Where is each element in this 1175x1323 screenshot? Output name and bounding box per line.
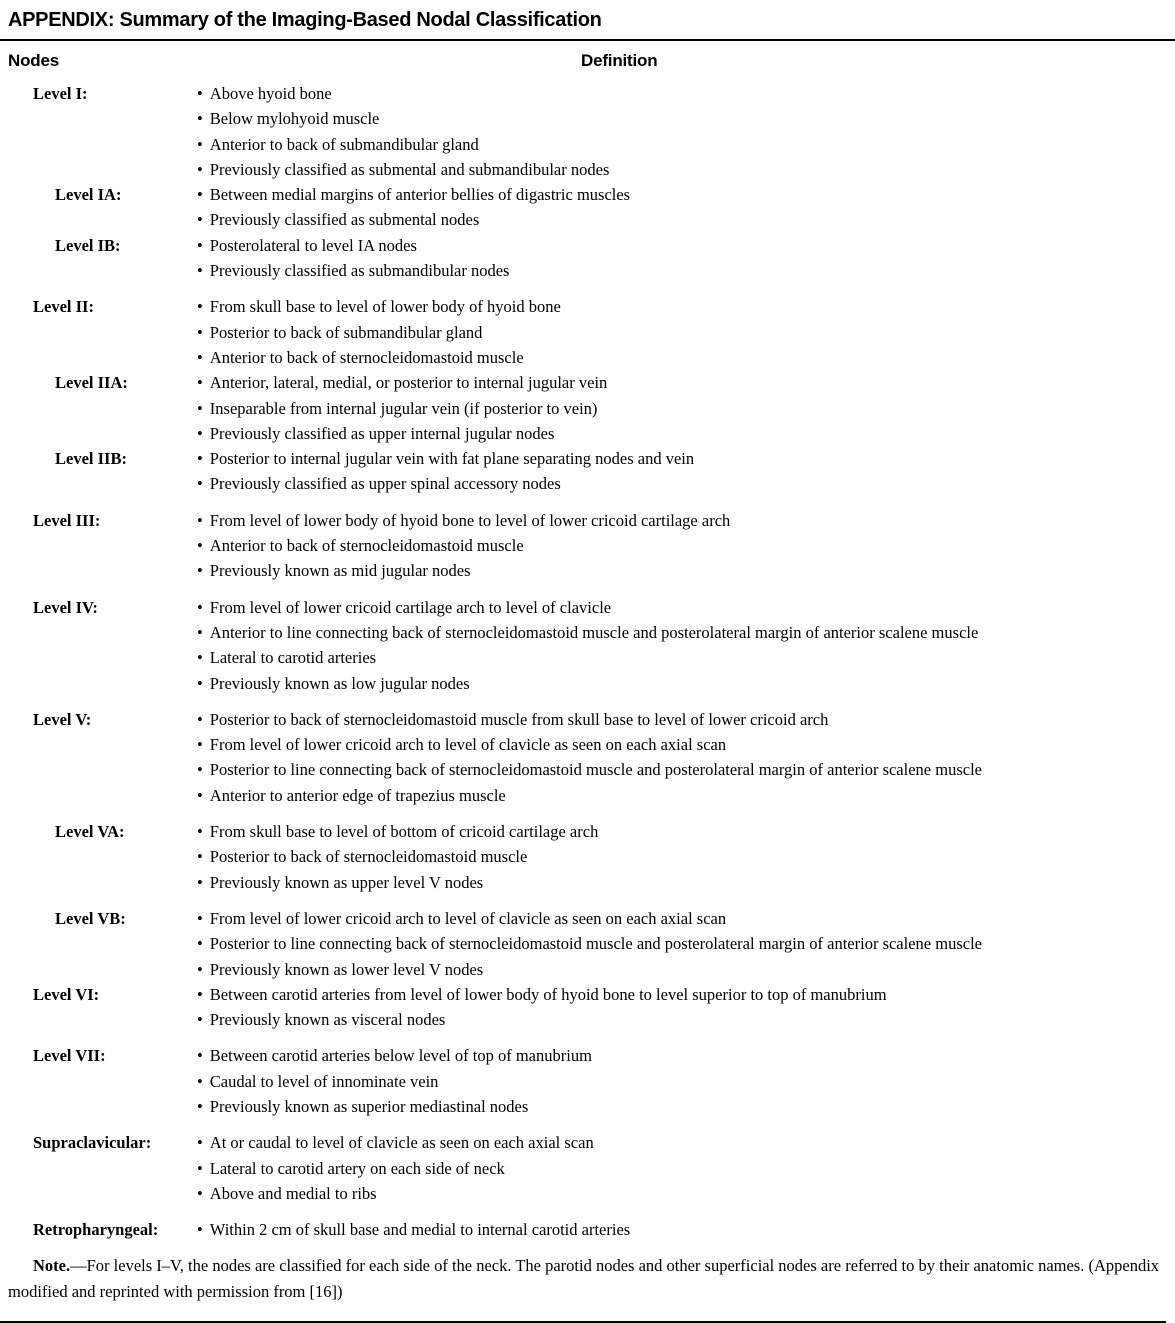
bullet-icon: • [197, 648, 203, 668]
definition-bullet [197, 1007, 1159, 1032]
definition-text: Below mylohyoid muscle [209, 109, 380, 129]
definition-text: Anterior to back of sternocleidomastoid muscle [209, 536, 524, 556]
definition-bullet [197, 707, 1159, 732]
column-header-nodes: Nodes [8, 51, 59, 70]
definition-text: From level of lower cricoid arch to level of clavicle as seen on each axial scan [209, 735, 727, 755]
bullet-icon: • [197, 185, 203, 205]
bullet-icon: • [197, 1158, 203, 1178]
bullet-icon: • [197, 959, 203, 979]
definition-bullet [197, 233, 1159, 258]
definition-text: Anterior to back of sternocleidomastoid muscle [209, 347, 524, 367]
table-row [0, 1217, 1175, 1242]
definition-text: Previously classified as submental and submandibular nodes [209, 159, 610, 179]
definition-bullet [197, 558, 1159, 583]
definition-bullet [197, 345, 1159, 370]
definition-text: Previously classified as upper spinal accessory nodes [209, 474, 561, 494]
bullet-icon: • [197, 847, 203, 867]
definition-cell [197, 982, 1159, 1033]
column-header-definition: Definition [581, 51, 658, 70]
definition-text: Between medial margins of anterior bellies of digastric muscles [209, 185, 631, 205]
node-level-label: Retropharyngeal: [33, 1220, 159, 1240]
column-headers [0, 47, 1175, 77]
definition-bullet [197, 132, 1159, 157]
node-level-label: Level II: [33, 297, 94, 317]
table-row [0, 81, 1175, 182]
bullet-icon: • [197, 934, 203, 954]
table-row [0, 182, 1175, 233]
definition-text: Previously classified as submental nodes [209, 210, 480, 230]
node-level-label: Level IIA: [55, 373, 128, 393]
bullet-icon: • [197, 84, 203, 103]
node-level-label: Level IA: [55, 185, 122, 205]
definition-bullet [197, 732, 1159, 757]
definition-bullet [197, 294, 1159, 319]
definition-bullet [197, 370, 1159, 395]
bullet-icon: • [197, 449, 203, 469]
definition-cell [197, 370, 1159, 446]
node-level-label: Level IB: [55, 235, 121, 255]
definition-bullet [197, 446, 1159, 471]
node-level-label: Level IV: [33, 597, 98, 617]
bullet-icon: • [197, 474, 203, 494]
definition-text: Posterior to internal jugular vein with fat plane separating nodes and vein [209, 449, 695, 469]
table-row [0, 982, 1175, 1033]
definition-cell [197, 595, 1159, 696]
definition-bullet [197, 620, 1159, 645]
definition-text: Posterior to back of sternocleidomastoid muscle from skull base to level of lower cricoid arch [209, 709, 829, 729]
definition-bullet [197, 757, 1159, 782]
definition-text: From skull base to level of bottom of cricoid cartilage arch [209, 822, 599, 842]
definition-bullet [197, 471, 1159, 496]
definition-bullet [197, 207, 1159, 232]
bullet-icon: • [197, 622, 203, 642]
node-level-label: Level VB: [55, 908, 126, 928]
table-row [0, 294, 1175, 370]
bullet-icon: • [197, 1220, 203, 1240]
definition-cell [197, 81, 1159, 182]
table-row [0, 1130, 1175, 1206]
table-row [0, 707, 1175, 808]
definition-text: Anterior, lateral, medial, or posterior to internal jugular vein [209, 373, 608, 393]
node-level-label: Level VII: [33, 1046, 106, 1066]
definition-text: Previously known as superior mediastinal nodes [209, 1096, 529, 1116]
table-row [0, 446, 1175, 497]
definition-cell [197, 508, 1159, 584]
definition-text: Posterior to back of sternocleidomastoid muscle [209, 847, 528, 867]
definition-text: Caudal to level of innominate vein [209, 1071, 439, 1091]
definition-bullet [197, 81, 1159, 106]
definition-bullet [197, 258, 1159, 283]
bullet-icon: • [197, 322, 203, 342]
definition-bullet [197, 783, 1159, 808]
node-level-label: Level VA: [55, 822, 125, 842]
definition-bullet [197, 645, 1159, 670]
bullet-icon: • [197, 134, 203, 154]
bullet-icon: • [197, 109, 203, 129]
definition-bullet [197, 1217, 1159, 1242]
bullet-icon: • [197, 398, 203, 418]
table-row [0, 370, 1175, 446]
table-row [0, 233, 1175, 284]
table-row [0, 819, 1175, 895]
definition-text: Within 2 cm of skull base and medial to internal carotid arteries [209, 1220, 631, 1240]
definition-bullet [197, 844, 1159, 869]
title-rule [0, 39, 1175, 41]
definition-bullet [197, 931, 1159, 956]
definition-text: Anterior to line connecting back of sternocleidomastoid muscle and posterolateral margin of anterior scalene muscle [209, 622, 979, 642]
bullet-icon: • [197, 159, 203, 179]
bullet-icon: • [197, 210, 203, 230]
bullet-icon: • [197, 510, 203, 530]
bullet-icon: • [197, 822, 203, 842]
definition-bullet [197, 1043, 1159, 1068]
bullet-icon: • [197, 536, 203, 556]
definition-text: Anterior to anterior edge of trapezius muscle [209, 785, 506, 805]
table-row [0, 906, 1175, 982]
node-level-label: Level V: [33, 709, 92, 729]
definition-bullet [197, 595, 1159, 620]
definition-bullet [197, 320, 1159, 345]
footnote-text: —For levels I–V, the nodes are classified for each side of the neck. The parotid nodes and other superficial nodes are referred to by their anatomic names. (Appendix modified and reprinted with permission from [16]) [8, 1256, 1160, 1301]
node-level-label: Supraclavicular: [33, 1133, 152, 1153]
definition-cell [197, 446, 1159, 497]
definition-text: Previously known as lower level V nodes [209, 959, 484, 979]
definition-bullet [197, 982, 1159, 1007]
definition-text: Posterior to back of submandibular gland [209, 322, 483, 342]
definition-text: Previously classified as upper internal jugular nodes [209, 423, 555, 443]
definition-cell [197, 294, 1159, 370]
bullet-icon: • [197, 1071, 203, 1091]
definition-text: Above and medial to ribs [209, 1183, 377, 1203]
bullet-icon: • [197, 347, 203, 367]
definition-text: Previously known as low jugular nodes [209, 673, 470, 693]
definition-bullet [197, 870, 1159, 895]
definition-bullet [197, 671, 1159, 696]
definition-text: Previously known as upper level V nodes [209, 872, 484, 892]
definition-bullet [197, 1156, 1159, 1181]
definition-bullet [197, 957, 1159, 982]
table-body [0, 81, 1175, 1242]
bullet-icon: • [197, 597, 203, 617]
definition-text: Posterior to line connecting back of sternocleidomastoid muscle and posterolateral margin of anterior scalene muscle [209, 934, 982, 954]
definition-bullet [197, 157, 1159, 182]
bullet-icon: • [197, 261, 203, 281]
definition-bullet [197, 182, 1159, 207]
definition-cell [197, 707, 1159, 808]
bullet-icon: • [197, 1096, 203, 1116]
definition-bullet [197, 819, 1159, 844]
definition-bullet [197, 106, 1159, 131]
bullet-icon: • [197, 1133, 203, 1153]
bullet-icon: • [197, 373, 203, 393]
definition-text: Lateral to carotid artery on each side of neck [209, 1158, 505, 1178]
bullet-icon: • [197, 561, 203, 581]
definition-text: From skull base to level of lower body of hyoid bone [209, 297, 561, 317]
bullet-icon: • [197, 423, 203, 443]
table-row [0, 595, 1175, 696]
definition-cell [197, 233, 1159, 284]
bullet-icon: • [197, 1010, 203, 1030]
footnote-label: Note. [33, 1256, 71, 1276]
definition-bullet [197, 421, 1159, 446]
table-row [0, 508, 1175, 584]
definition-bullet [197, 533, 1159, 558]
page-title: APPENDIX: Summary of the Imaging-Based Nodal Classification [8, 9, 602, 31]
definition-cell [197, 1130, 1159, 1206]
bullet-icon: • [197, 1183, 203, 1203]
table-row [0, 1043, 1175, 1119]
definition-bullet [197, 1181, 1159, 1206]
bullet-icon: • [197, 984, 203, 1004]
definition-text: Previously classified as submandibular nodes [209, 261, 510, 281]
definition-text: Posterolateral to level IA nodes [209, 235, 417, 255]
definition-text: Anterior to back of submandibular gland [209, 134, 479, 154]
definition-text: From level of lower cricoid arch to level of clavicle as seen on each axial scan [209, 908, 727, 928]
bullet-icon: • [197, 872, 203, 892]
bullet-icon: • [197, 760, 203, 780]
definition-text: Previously known as mid jugular nodes [209, 561, 471, 581]
definition-text: Posterior to line connecting back of sternocleidomastoid muscle and posterolateral margin of anterior scalene muscle [209, 760, 982, 780]
definition-text: Lateral to carotid arteries [209, 648, 377, 668]
node-level-label: Level VI: [33, 984, 100, 1004]
definition-text: Inseparable from internal jugular vein (if posterior to vein) [209, 398, 598, 418]
footnote [8, 1253, 1167, 1304]
definition-text: Previously known as visceral nodes [209, 1010, 446, 1030]
definition-text: From level of lower body of hyoid bone to level of lower cricoid cartilage arch [209, 510, 731, 530]
definition-cell [197, 819, 1159, 895]
definition-text: Above hyoid bone [209, 84, 332, 103]
definition-cell [197, 182, 1159, 233]
bullet-icon: • [197, 1046, 203, 1066]
definition-text: Between carotid arteries below level of top of manubrium [209, 1046, 592, 1066]
bullet-icon: • [197, 709, 203, 729]
node-level-label: Level IIB: [55, 449, 127, 469]
definition-bullet [197, 508, 1159, 533]
bullet-icon: • [197, 735, 203, 755]
bullet-icon: • [197, 297, 203, 317]
definition-bullet [197, 1094, 1159, 1119]
bullet-icon: • [197, 673, 203, 693]
definition-bullet [197, 1069, 1159, 1094]
bullet-icon: • [197, 235, 203, 255]
definition-text: At or caudal to level of clavicle as seen on each axial scan [209, 1133, 594, 1153]
definition-text: From level of lower cricoid cartilage arch to level of clavicle [209, 597, 612, 617]
definition-bullet [197, 396, 1159, 421]
definition-text: Between carotid arteries from level of lower body of hyoid bone to level superior to top of manubrium [209, 984, 887, 1004]
definition-cell [197, 906, 1159, 982]
node-level-label: Level III: [33, 510, 101, 530]
definition-bullet [197, 906, 1159, 931]
definition-bullet [197, 1130, 1159, 1155]
bullet-icon: • [197, 785, 203, 805]
definition-cell [197, 1217, 1159, 1242]
definition-cell [197, 1043, 1159, 1119]
bullet-icon: • [197, 908, 203, 928]
node-level-label: Level I: [33, 84, 88, 103]
